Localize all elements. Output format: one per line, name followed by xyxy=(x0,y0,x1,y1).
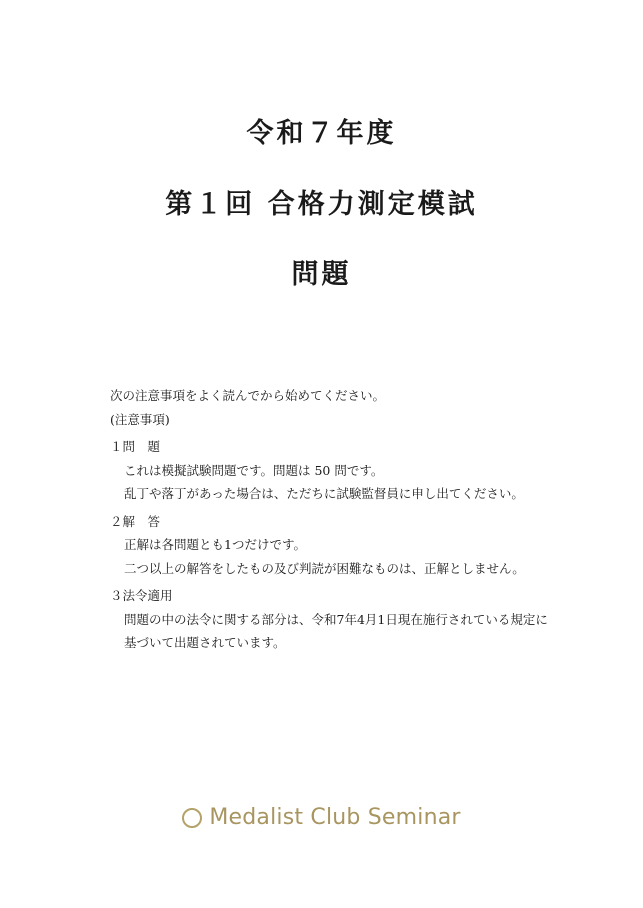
brand-name: Medalist Club Seminar xyxy=(209,805,461,830)
title-year: 令和７年度 xyxy=(246,118,397,149)
title-exam-name: 第１回 合格力測定模試 xyxy=(165,189,478,220)
section-answers-line: 二つ以上の解答をしたもの及び判読が困難なものは、正解としません。 xyxy=(124,560,525,576)
section-law-title: ３法令適用 xyxy=(110,588,173,603)
brand-logo xyxy=(0,805,643,830)
section-law-line: 基づいて出題されています。 xyxy=(124,635,286,650)
section-answers-line: 正解は各問題とも1つだけです。 xyxy=(124,537,306,552)
notes-intro: 次の注意事項をよく読んでから始めてください。 xyxy=(110,388,386,403)
section-law-line: 問題の中の法令に関する部分は、令和7年4月1日現在施行されている規定に xyxy=(124,611,548,627)
section-problems-title: １問 題 xyxy=(110,439,161,454)
section-problems-line: 乱丁や落丁があった場合は、ただちに試験監督員に申し出てください。 xyxy=(124,486,524,501)
notes-block xyxy=(110,384,590,655)
ring-icon xyxy=(182,808,202,828)
section-answers-title: ２解 答 xyxy=(110,513,161,529)
section-problems-line: これは模擬試験問題です。問題は 50 問です。 xyxy=(124,462,384,478)
notes-heading: (注意事項) xyxy=(110,411,170,427)
title-problems: 問題 xyxy=(291,259,352,290)
